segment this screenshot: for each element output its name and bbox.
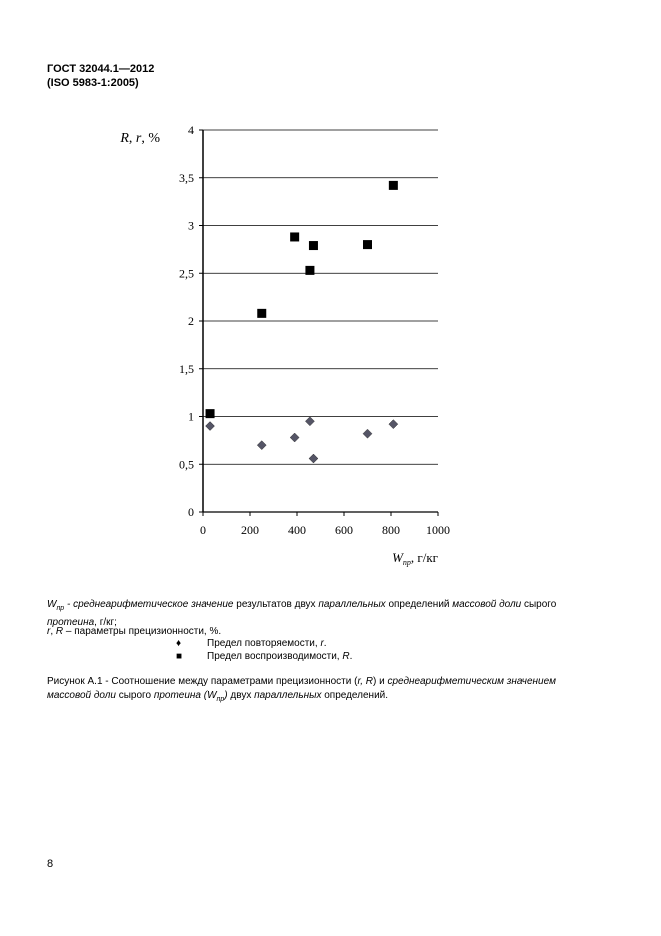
square-point xyxy=(363,240,372,249)
x-tick-label: 200 xyxy=(241,523,259,537)
diamond-point xyxy=(290,433,299,442)
y-tick-label: 3 xyxy=(188,218,194,233)
x-tick-label: 0 xyxy=(200,523,206,537)
x-tick-label: 800 xyxy=(382,523,400,537)
figure-caption: Рисунок А.1 - Соотношение между параметрами прецизионности (r, R) и среднеарифметическим значением массовой доли сырого протеина $(W_{пр})$ двух параллельных определений. xyxy=(47,676,556,703)
y-tick-label: 2,5 xyxy=(179,266,194,281)
legend-item-repeatability: Предел повторяемости, r. xyxy=(207,638,327,649)
y-tick-label: 0,5 xyxy=(179,457,194,472)
caption-definition: $W_{пр}$ - среднеарифметическое значение результатов двух параллельных определений массовой доли сырого протеина, г/кг; xyxy=(47,599,557,628)
data-points xyxy=(206,181,398,463)
diamond-point xyxy=(363,429,372,438)
x-tick-label: 1000 xyxy=(426,523,450,537)
y-tick-label: 0 xyxy=(188,505,194,519)
caption-parameters: r, R – параметры прецизионности, %. xyxy=(47,626,222,637)
y-tick-label: 1,5 xyxy=(179,361,194,376)
square-point xyxy=(389,181,398,190)
x-axis-label: $W_{пр}$, г/кг xyxy=(392,550,438,567)
y-axis-label: R, r, % xyxy=(120,131,160,146)
square-point xyxy=(206,409,215,418)
tick-labels xyxy=(179,123,450,537)
y-tick-label: 4 xyxy=(188,123,194,137)
diamond-point xyxy=(309,454,318,463)
legend-square-icon: ■ xyxy=(176,651,183,662)
square-point xyxy=(257,309,266,318)
page-number: 8 xyxy=(47,858,54,870)
y-tick-label: 3,5 xyxy=(179,170,194,185)
y-tick-label: 1 xyxy=(188,409,194,424)
iso-reference: (ISO 5983-1:2005) xyxy=(47,77,139,89)
axes xyxy=(199,130,438,516)
grid-lines xyxy=(203,130,438,464)
square-point xyxy=(309,241,318,250)
diamond-point xyxy=(257,441,266,450)
legend-item-reproducibility: Предел воспроизводимости, R. xyxy=(207,651,353,662)
legend-diamond-icon: ♦ xyxy=(176,638,182,649)
square-point xyxy=(305,266,314,275)
x-tick-label: 600 xyxy=(335,523,353,537)
diamond-point xyxy=(389,420,398,429)
y-tick-label: 2 xyxy=(188,314,194,328)
standard-number: ГОСТ 32044.1—2012 xyxy=(47,63,155,75)
diamond-point xyxy=(305,417,314,426)
square-point xyxy=(290,232,299,241)
x-tick-label: 400 xyxy=(288,523,306,537)
diamond-point xyxy=(206,422,215,431)
